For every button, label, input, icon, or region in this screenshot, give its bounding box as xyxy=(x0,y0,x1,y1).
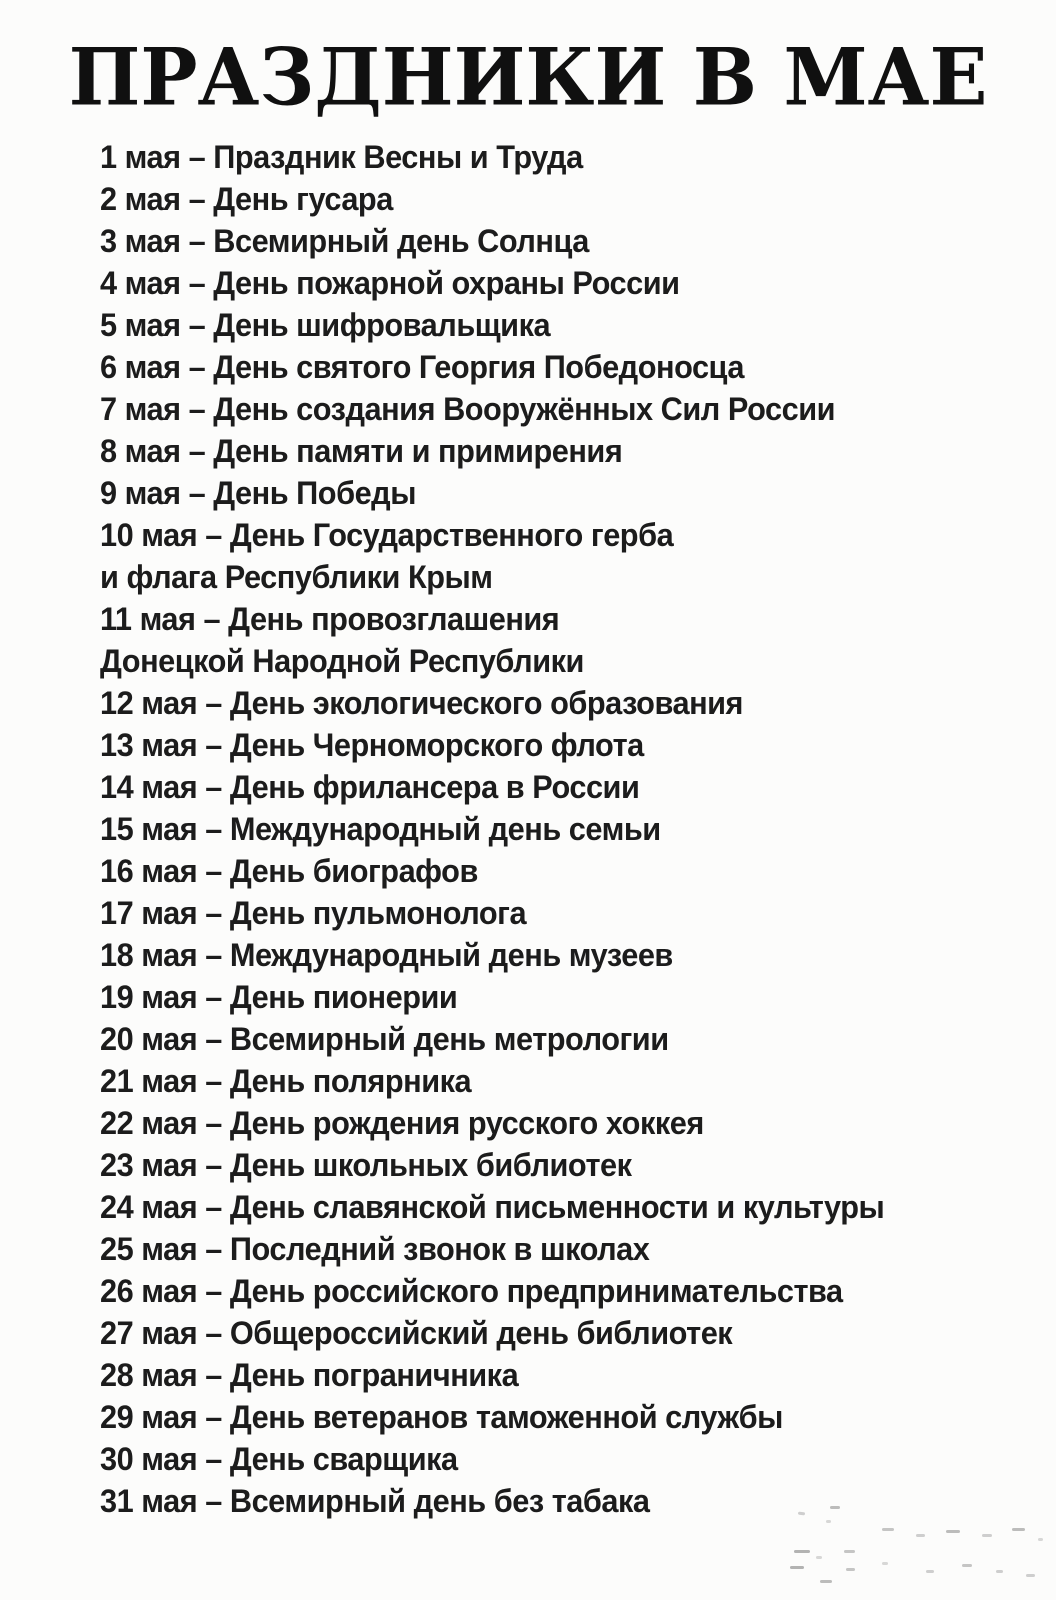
holiday-line: 28 мая – День пограничника xyxy=(100,1357,519,1393)
holiday-line: 2 мая – День гусара xyxy=(100,181,393,217)
holiday-line: 9 мая – День Победы xyxy=(100,475,416,511)
holiday-line: 21 мая – День полярника xyxy=(100,1063,472,1099)
holiday-line: 22 мая – День рождения русского хоккея xyxy=(100,1105,704,1141)
holiday-line: 11 мая – День провозглашения xyxy=(100,601,560,637)
holiday-line: Донецкой Народной Республики xyxy=(100,643,584,679)
holiday-line: 24 мая – День славянской письменности и культуры xyxy=(100,1189,885,1225)
holiday-line: 23 мая – День школьных библиотек xyxy=(100,1147,632,1183)
holiday-line: 6 мая – День святого Георгия Победоносца xyxy=(100,349,744,385)
holiday-line: 25 мая – Последний звонок в школах xyxy=(100,1231,650,1267)
holiday-line: 3 мая – Всемирный день Солнца xyxy=(100,223,589,259)
holiday-line: 20 мая – Всемирный день метрологии xyxy=(100,1021,669,1057)
holiday-line: 18 мая – Международный день музеев xyxy=(100,937,673,973)
holiday-list xyxy=(100,136,1026,1522)
holiday-line: 5 мая – День шифровальщика xyxy=(100,307,551,343)
holiday-line: 1 мая – Праздник Весны и Труда xyxy=(100,139,583,175)
holiday-line: 7 мая – День создания Вооружённых Сил России xyxy=(100,391,836,427)
holiday-line: 14 мая – День фрилансера в России xyxy=(100,769,640,805)
holiday-line: 16 мая – День биографов xyxy=(100,853,478,889)
holiday-line: 29 мая – День ветеранов таможенной службы xyxy=(100,1399,783,1435)
noise-artifact xyxy=(786,1504,1046,1594)
holiday-line: 26 мая – День российского предпринимательства xyxy=(100,1273,843,1309)
holiday-line: 4 мая – День пожарной охраны России xyxy=(100,265,680,301)
holiday-line: 31 мая – Всемирный день без табака xyxy=(100,1483,650,1519)
holiday-line: 12 мая – День экологического образования xyxy=(100,685,743,721)
holiday-line: 8 мая – День памяти и примирения xyxy=(100,433,623,469)
holiday-line: 13 мая – День Черноморского флота xyxy=(100,727,644,763)
holiday-line: 17 мая – День пульмонолога xyxy=(100,895,527,931)
holiday-line: 10 мая – День Государственного герба xyxy=(100,517,674,553)
holiday-line: 19 мая – День пионерии xyxy=(100,979,458,1015)
holiday-line: 30 мая – День сварщика xyxy=(100,1441,458,1477)
holiday-line: 15 мая – Международный день семьи xyxy=(100,811,661,847)
holiday-line: и флага Республики Крым xyxy=(100,559,493,595)
holiday-line: 27 мая – Общероссийский день библиотек xyxy=(100,1315,733,1351)
page-title: ПРАЗДНИКИ В МАЕ xyxy=(68,30,988,124)
